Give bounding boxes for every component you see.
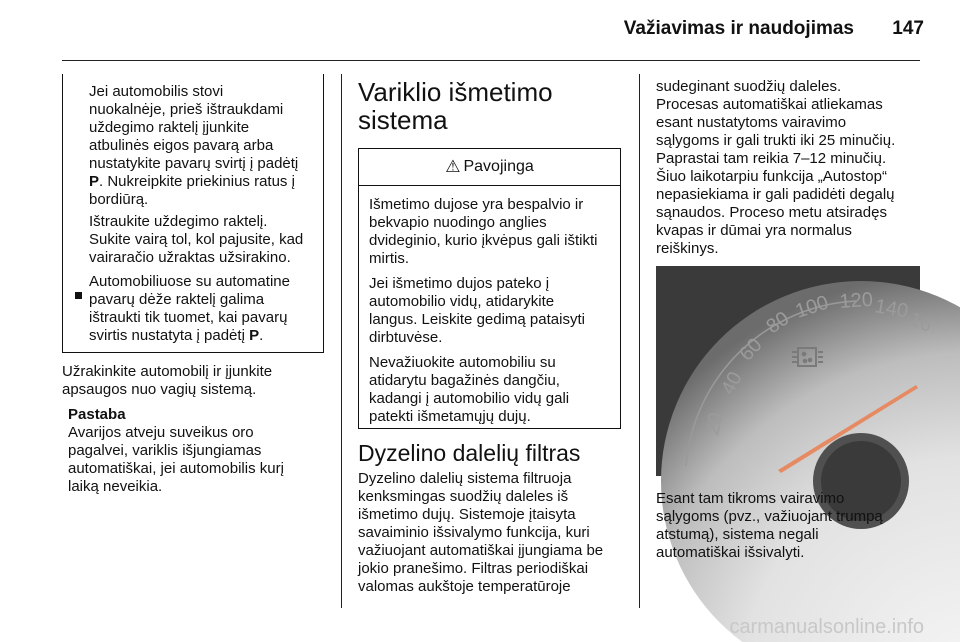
continued-note-box [62, 74, 324, 353]
text-line: Paprastai tam reikia 7–12 minučių. [656, 150, 887, 167]
text-line: sąnaudos. Proceso metu atsiradęs [656, 204, 887, 221]
text-line: atstumą), sistema negali [656, 526, 819, 543]
text-line: pagalvei, variklis išjungiamas [68, 442, 262, 459]
heading-line: Variklio išmetimo [358, 77, 553, 107]
note-heading: Pastaba [68, 406, 126, 423]
warning-triangle-icon: ⚠ [445, 157, 461, 176]
warning-header [359, 149, 620, 186]
text-line: laiką neveikia. [68, 478, 163, 495]
tick-label: 140 [873, 295, 910, 323]
page-header-title: Važiavimas ir naudojimas [623, 18, 854, 39]
tick-label: 120 [838, 288, 874, 313]
gear-p-label: P [249, 327, 260, 344]
section-heading-diesel-filter: Dyzelino dalelių filtras [358, 440, 581, 466]
text-line: pavarų dėže raktelį galima [89, 291, 265, 308]
text-line: automatiškai, jei automobilis kurį [68, 460, 284, 477]
speedometer-svg [656, 266, 935, 476]
box-paragraph-1 [89, 83, 321, 209]
column-divider-2 [639, 74, 640, 608]
text-span: . Nukreipkite priekinius ratus į [99, 173, 295, 190]
text-line: nepasiekiama ir gali padidėti degalų [656, 186, 895, 203]
text-line: automatiškai išsivalyti. [656, 544, 805, 561]
text-line: Procesas automatiškai atliekamas [656, 96, 883, 113]
lock-paragraph [62, 363, 332, 399]
section-heading-exhaust [358, 78, 628, 134]
tick-label: 80 [762, 307, 794, 339]
text-line: išmetimo dujų. Sistemoje įtaisyta [358, 506, 576, 523]
self-cleaning-paragraph [656, 490, 926, 562]
text-span: . [259, 327, 264, 344]
bullet-square [75, 292, 82, 299]
tick-label: 40 [716, 368, 747, 399]
text-line: Šiuo laikotarpiu funkcija „Autostop“ [656, 168, 887, 185]
text-line [89, 327, 321, 345]
text-line: Išmetimo dujose yra bespalvio ir [369, 196, 584, 213]
text-line: Esant tam tikroms vairavimo [656, 490, 845, 507]
header-rule [62, 60, 920, 61]
text-line: apsaugos nuo vagių sistemą. [62, 381, 257, 398]
text-line: Avarijos atveju suveikus oro [68, 424, 254, 441]
warning-title: Pavojinga [463, 158, 534, 175]
source-watermark: carmanualsonline.info [729, 616, 924, 638]
warning-paragraph-2 [369, 275, 610, 347]
text-line: reiškinys. [656, 240, 719, 257]
text-line: langus. Leiskite gedimą pataisyti [369, 311, 585, 328]
filter-continued-paragraph [656, 78, 926, 258]
text-line: kadangi į automobilio vidų gali [369, 390, 570, 407]
text-line: Ištraukite uždegimo raktelį. [89, 213, 268, 230]
text-line: dirbtuvėse. [369, 329, 443, 346]
warning-paragraph-1 [369, 196, 610, 268]
tick-label: 100 [792, 291, 832, 323]
text-line: jokio pranešimo. Filtras periodiškai [358, 560, 589, 577]
speedometer-illustration [656, 266, 935, 476]
text-line: esant nustatytoms vairavimo [656, 114, 847, 131]
text-line: važiuojant automatiškai įjungiama be [358, 542, 604, 559]
text-line: uždegimo raktelį įjunkite [89, 119, 250, 136]
text-line: Sukite vairą tol, kol pajusite, kad [89, 231, 304, 248]
danger-warning-box [358, 148, 621, 429]
heading-line: sistema [358, 105, 448, 135]
text-line: Automobiliuose su automatine [89, 273, 290, 290]
bullet-paragraph [89, 213, 321, 267]
text-line: sąlygoms ir gali trukti iki 25 minučių. [656, 132, 896, 149]
text-line: sudeginant suodžių daleles. [656, 78, 842, 95]
gear-p-label: P [89, 173, 100, 190]
tick-label: 16 [906, 308, 935, 337]
text-line: automobilio vidų, atidarykite [369, 293, 555, 310]
text-line: Jei išmetimo dujos pateko į [369, 275, 550, 292]
text-line [89, 173, 321, 191]
text-line: bekvapio nuodingo anglies [369, 214, 547, 231]
warning-paragraph-3 [369, 354, 610, 426]
tick-label: 60 [735, 334, 767, 366]
text-line: savaiminio išsivalymo funkcija, kuri [358, 524, 590, 541]
text-line: kenksmingas suodžių daleles iš [358, 488, 569, 505]
diesel-filter-body [358, 470, 636, 596]
note-block [68, 406, 332, 496]
box-paragraph-2 [89, 273, 321, 345]
text-line: Nevažiuokite automobiliu su [369, 354, 556, 371]
text-line: Jei automobilis stovi [89, 83, 224, 100]
text-line: mirtis. [369, 250, 409, 267]
text-line: nustatykite pavarų svirtį į padėtį [89, 155, 299, 172]
text-line: dvideginio, kurio įkvėpus gali ištikti [369, 232, 598, 249]
text-line: vairaračio užraktas užsirakino. [89, 249, 291, 266]
text-span: svirtis nustatyta į padėtį [89, 327, 250, 344]
text-line: Dyzelino dalelių sistema filtruoja [358, 470, 572, 487]
text-line: valomas aukštoje temperatūroje [358, 578, 571, 595]
text-line: atidarytu bagažinės dangčiu, [369, 372, 560, 389]
text-line: Užrakinkite automobilį ir įjunkite [62, 363, 273, 380]
text-line: kvapas ir dūmai yra normalus [656, 222, 852, 239]
text-line: nuokalnėje, prieš ištraukdami [89, 101, 284, 118]
column-divider-1 [341, 74, 342, 608]
page-number: 147 [892, 18, 924, 39]
text-line: atbulinės eigos pavarą arba [89, 137, 274, 154]
text-line: ištraukti tik tuomet, kai pavarų [89, 309, 288, 326]
tick-label: 20 [701, 410, 728, 438]
text-line: bordiūrą. [89, 191, 149, 208]
text-line: patekti išmetamųjų dujų. [369, 408, 531, 425]
text-line: sąlygoms (pvz., važiuojant trumpą [656, 508, 883, 525]
warning-body [359, 186, 620, 426]
